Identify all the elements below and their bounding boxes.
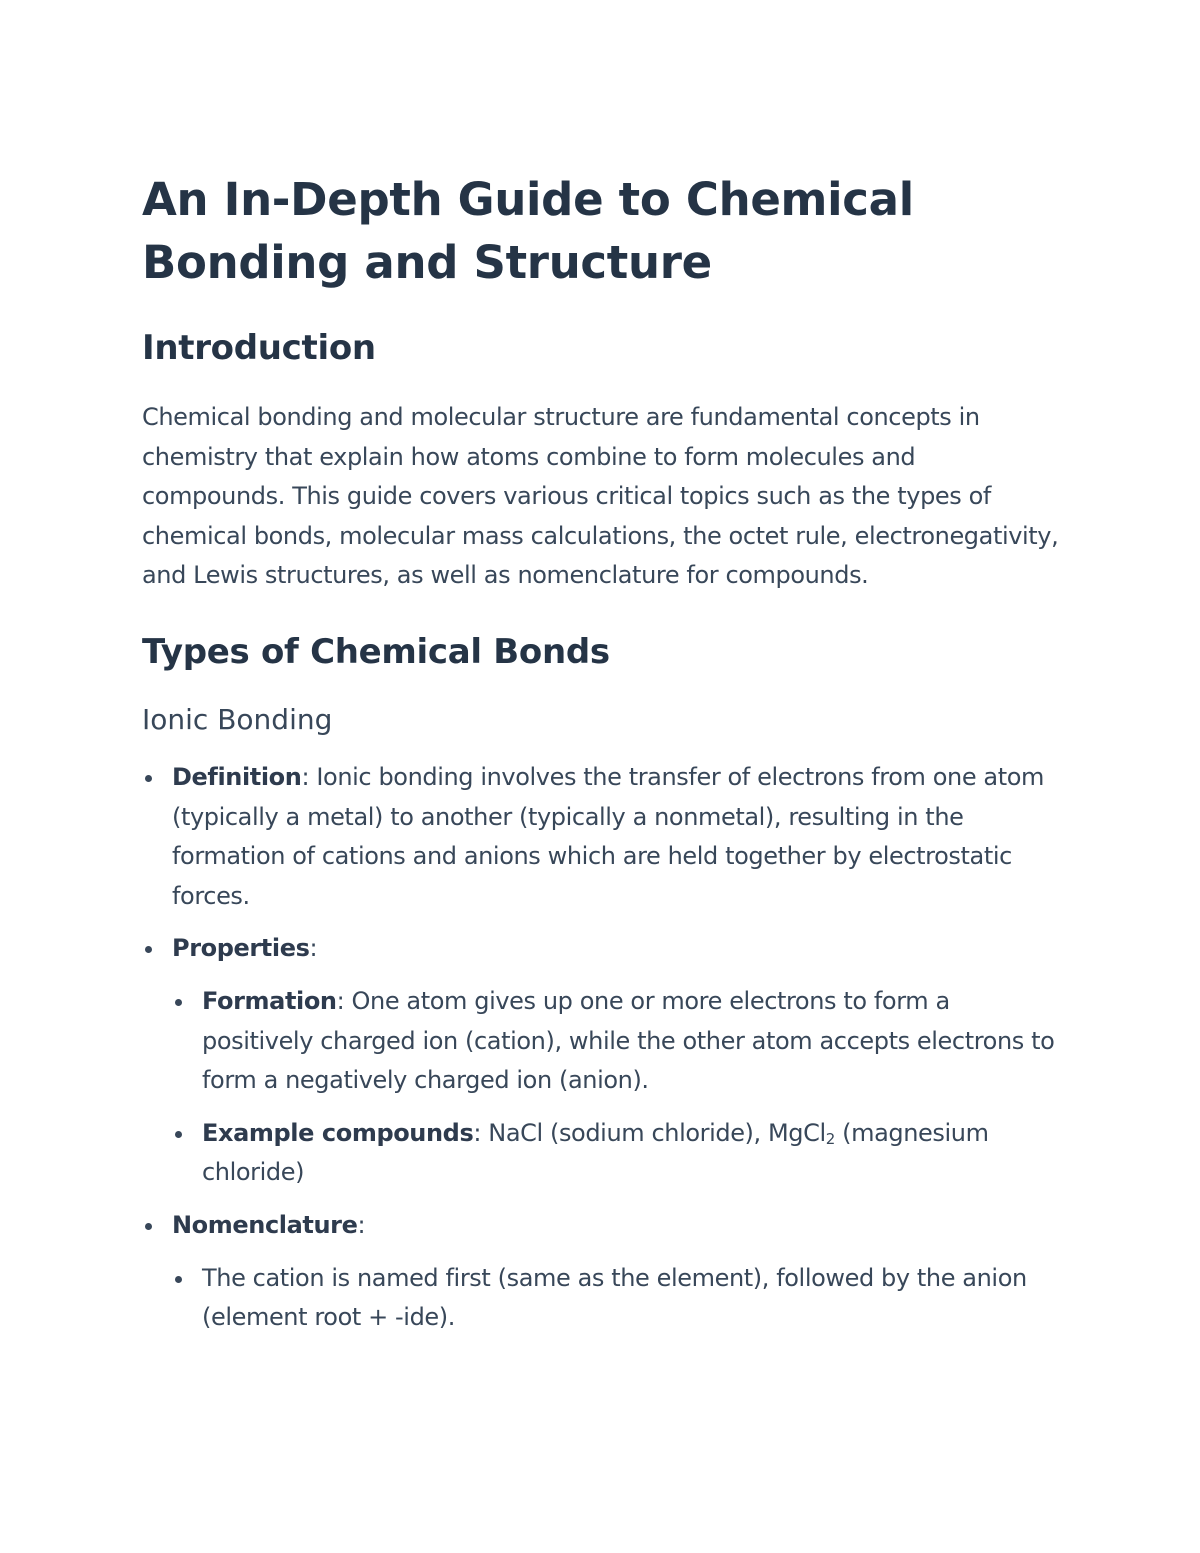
list-item-examples: [172, 1114, 1062, 1193]
properties-sublist: [172, 982, 1062, 1193]
list-item-formation: [172, 982, 1062, 1101]
list-item-nomenclature: [142, 1206, 1062, 1338]
list-item-definition: [142, 758, 1062, 916]
formation-text: : One atom gives up one or more electrons to form a positively charged ion (cation), while the other atom accepts electrons to form a negatively charged ion (anion).: [202, 986, 1055, 1095]
examples-subscript: 2: [825, 1129, 835, 1148]
properties-suffix: :: [309, 934, 318, 963]
page-title: An In-Depth Guide to Chemical Bonding and Structure: [142, 173, 914, 289]
nomenclature-rule-text: The cation is named first (same as the element), followed by the anion (element root + -ide).: [202, 1263, 1027, 1332]
types-of-bonds-heading: Types of Chemical Bonds: [142, 631, 610, 672]
ionic-bonding-list: [142, 758, 1062, 1338]
nomenclature-suffix: :: [357, 1210, 366, 1239]
introduction-paragraph: Chemical bonding and molecular structure are fundamental concepts in chemistry that explain how atoms combine to form molecules and compounds. This guide covers various critical topics such as the types of chemical bonds, molecular mass calculations, the octet rule, electronegativity, and Lewis structures, as well as nomenclature for compounds.: [142, 403, 1059, 590]
nomenclature-sublist: [172, 1259, 1062, 1338]
list-item-properties: [142, 929, 1062, 1193]
properties-label: Properties: [172, 934, 310, 963]
ionic-bonding-heading: Ionic Bonding: [142, 702, 333, 736]
formation-label: Formation: [202, 986, 337, 1015]
introduction-heading: Introduction: [142, 328, 376, 368]
definition-label: Definition: [172, 762, 302, 791]
list-item-nomenclature-rule: [172, 1259, 1062, 1338]
definition-text: : Ionic bonding involves the transfer of electrons from one atom (typically a metal) to another (typically a nonmetal), resulting in the formation of cations and anions which are held together by electrostatic forces.: [172, 762, 1044, 910]
examples-label: Example compounds: [202, 1118, 474, 1147]
nomenclature-label: Nomenclature: [172, 1210, 358, 1239]
examples-text: : NaCl (sodium chloride), MgCl: [473, 1118, 826, 1147]
document-page: [142, 168, 1062, 1351]
examples-text-end: (magnesium chloride): [202, 1118, 989, 1187]
